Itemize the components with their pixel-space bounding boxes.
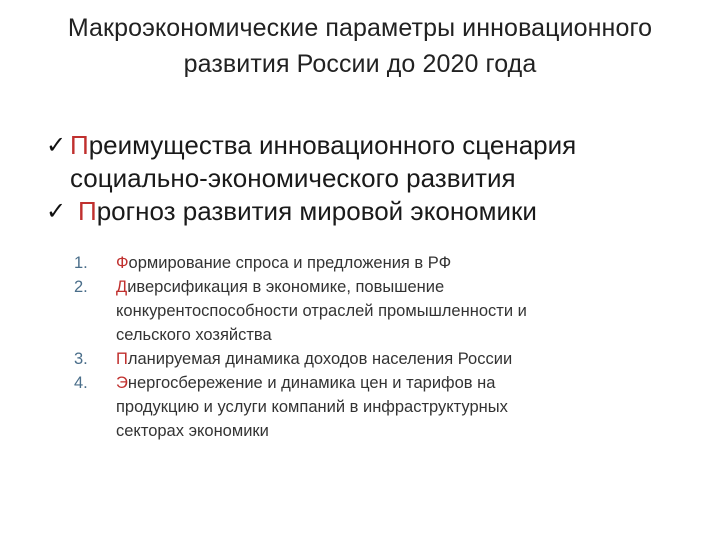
list-text: ланируемая динамика доходов населения России [127, 350, 513, 368]
bullet-first-letter: П [70, 130, 89, 160]
list-item [74, 371, 654, 443]
list-text: иверсификация в экономике, повышение [127, 278, 445, 296]
bullet-item-advantages [46, 129, 696, 195]
list-text: конкурентоспособности отраслей промышленности и [116, 302, 527, 320]
list-item [74, 275, 654, 347]
list-number: 2. [74, 278, 88, 296]
numbered-list [74, 251, 654, 443]
bullet-text-line-2: социально-экономического развития [70, 163, 516, 193]
bullet-text: реимущества инновационного сценария [88, 130, 577, 160]
list-text: сельского хозяйства [116, 326, 272, 344]
bullet-list [46, 129, 696, 228]
list-number: 1. [74, 254, 88, 272]
list-text: секторах экономики [116, 422, 269, 440]
list-text: продукцию и услуги компаний в инфраструктурных [116, 398, 508, 416]
bullet-first-letter: П [78, 196, 97, 226]
list-first-letter: П [116, 350, 128, 368]
list-number: 3. [74, 350, 88, 368]
list-text: ормирование спроса и предложения в РФ [128, 254, 452, 272]
bullet-text: рогноз развития мировой экономики [96, 196, 537, 226]
slide-title [20, 10, 700, 82]
bullet-item-forecast [46, 195, 696, 228]
list-text: нергосбережение и динамика цен и тарифов на [127, 374, 496, 392]
list-item [74, 251, 654, 275]
list-first-letter: Э [116, 374, 128, 392]
list-first-letter: Д [116, 278, 128, 296]
list-number: 4. [74, 374, 88, 392]
list-first-letter: Ф [116, 254, 129, 272]
list-item [74, 347, 654, 371]
title-line-1: Макроэкономические параметры инновационного [67, 14, 653, 42]
title-line-2: развития России до 2020 года [183, 50, 537, 78]
checkmark-icon: ✓ [46, 198, 67, 225]
checkmark-icon: ✓ [46, 132, 67, 159]
